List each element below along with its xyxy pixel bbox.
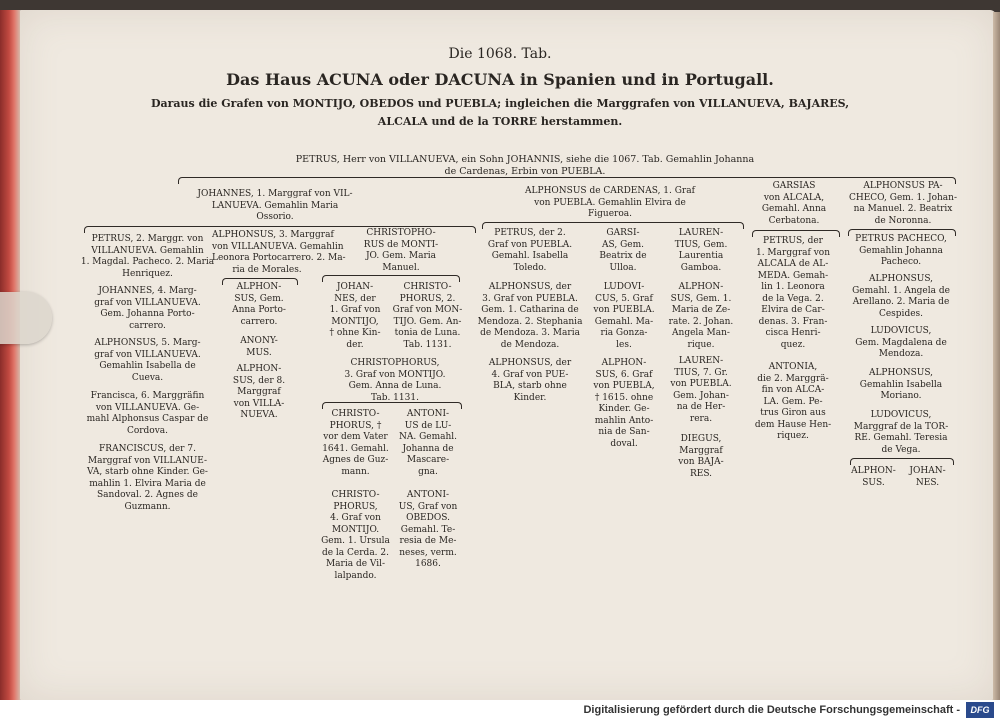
- col-b-0: ALPHONSUS, 3. Marggraf von VILLANUEVA. Gemahlin Leonora Portocarrero. 2. ria de Morales.: [212, 230, 344, 275]
- col-c-2: CHRISTO- PHORUS, 2. Graf von MON- TIJO. Gem. An- tonia de Luna. Tab. 1131.: [392, 282, 463, 350]
- col-g-0: PETRUS, der 1. Marggraf von ALCALA de AL- MEDA. Gemah- lin 1. Leonora de la Vega. 2. Elvira de Car- denas. 3. Fran- cisca Henri- quez.: [755, 236, 830, 350]
- col-a-0: PETRUS, 2. Marggr. von VILLANUEVA. Gemahlin 1. Magdal. Pacheco. 2. Maria Henriquez.: [80, 234, 215, 279]
- col-a-2: ALPHONSUS, 5. Marg- graf von VILLANUEVA. Gemahlin Isabella de Cueva.: [94, 338, 201, 383]
- gen1-alphonsus-pacheco: ALPHONSUS PA- CHECO, Gem. 1. Johan- na Manuel. 2. Beatrix de Noronna.: [848, 181, 957, 226]
- col-h-2: LUDOVICUS, Gem. Magdalena de Mendoza.: [855, 326, 947, 359]
- book-spine: [0, 10, 20, 700]
- page-subtitle-2: ALCALA und de la TORRE herstammen.: [377, 115, 623, 128]
- col-h-3: ALPHONSUS, Gemahlin Isabella Moriano.: [859, 368, 943, 401]
- col-b-3: ALPHON- SUS, der 8. Marggraf von VILLA- NUEVA.: [232, 364, 286, 420]
- col-a-4: FRANCISCUS, der 7. Marggraf von VILLANUE- VA, starb ohne Kinder. Ge- mahlin 1. Elvira Maria de Sandoval. 2. Agnes de Guzmann.: [87, 444, 208, 512]
- gen1-johannes: JOHANNES, 1. Marggraf von VIL- LANUEVA. Gemahlin Maria Ossorio.: [197, 189, 353, 222]
- col-d-2: ALPHONSUS, der 4. Graf von PUE- BLA, starb ohne Kinder.: [488, 358, 572, 403]
- dfg-logo: DFG: [966, 702, 994, 718]
- col-f-1: ALPHON- SUS, Gem. 1. Maria de Ze- rate. 2. Johan. Angela Man- rique.: [668, 282, 734, 350]
- col-c-3: CHRISTOPHORUS, 3. Graf von MONTIJO. Gem. Anna de Luna. Tab. 1131.: [344, 358, 446, 403]
- gen1-alphonsus-cardenas: ALPHONSUS de CARDENAS, 1. Graf von PUEBLA. Gemahlin Elvira de Figueroa.: [525, 186, 695, 219]
- col-e-0: GARSI- AS, Gem. Beatrix de Ulloa.: [599, 228, 647, 273]
- col-c-5: ANTONI- US de LU- NA. Gemahl. Johanna de Mascare- gna.: [398, 409, 458, 477]
- col-h-5: ALPHON- SUS.: [851, 466, 896, 488]
- col-f-2: LAUREN- TIUS, 7. Gr. von PUEBLA. Gem. Johan- na de Her- rera.: [670, 356, 732, 424]
- page-tab-marker: [0, 292, 52, 344]
- col-h-1: ALPHONSUS, Gemahl. 1. Angela de Arellano. 2. Maria de Cespides.: [852, 274, 950, 319]
- col-c-0: CHRISTOPHO- RUS de MONTI- JO. Gem. Maria Manuel.: [363, 228, 439, 273]
- root-line-2: de Cardenas, Erbin von PUEBLA.: [444, 166, 606, 177]
- col-b-1: ALPHON- SUS, Gem. Anna Porto- carrero.: [232, 282, 286, 327]
- footer-credit: Digitalisierung gefördert durch die Deutsche Forschungsgemeinschaft -: [583, 704, 960, 716]
- col-e-2: ALPHON- SUS, 6. Graf von PUEBLA, † 1615. ohne Kinder. Ge- mahlin Anto- nia de San- doval.: [593, 358, 655, 449]
- col-b-2: ANONY- MUS.: [240, 336, 278, 358]
- brace-col-c: [322, 275, 460, 282]
- brace-col-h: [850, 458, 954, 465]
- root-line-1: PETRUS, Herr von VILLANUEVA, ein Sohn JOHANNIS, siehe die 1067. Tab. Gemahlin Johanna: [295, 154, 755, 165]
- col-a-3: Francisca, 6. Marggräfin von VILLANUEVA. Ge- mahl Alphonsus Caspar de Cordova.: [86, 391, 209, 436]
- col-h-6: JOHAN- NES.: [909, 466, 946, 488]
- page-subtitle-1: Daraus die Grafen von MONTIJO, OBEDOS und PUEBLA; ingleichen die Marggrafen von VILLANUEVA, BAJARES,: [150, 97, 850, 110]
- col-d-0: PETRUS, der 2. Graf von PUEBLA. Gemahl. Isabella Toledo.: [487, 228, 573, 273]
- col-a-1: JOHANNES, 4. Marg- graf von VILLANUEVA. Gem. Johanna Porto- carrero.: [94, 286, 201, 331]
- col-g-1: ANTONIA, die 2. Marggrä- fin von ALCA- LA. Gem. Pe- trus Giron aus dem Hause Hen- riquez.: [754, 362, 832, 441]
- col-c-6: CHRISTO- PHORUS, 4. Graf von MONTIJO. Gem. 1. Ursula de la Cerda. 2. Maria de Vil- lalpando.: [321, 490, 390, 581]
- col-f-3: DIEGUS, Marggraf von BAJA- RES.: [678, 434, 724, 479]
- col-h-4: LUDOVICUS, Marggraf de la TOR- RE. Gemahl. Teresia de Vega.: [853, 410, 949, 455]
- col-d-1: ALPHONSUS, der 3. Graf von PUEBLA. Gem. 1. Catharina de Mendoza. 2. Stephania de Mendoza. 3. Maria de Mendoza.: [477, 282, 583, 350]
- col-c-1: JOHAN- NES, der 1. Graf von MONTIJO, † ohne Kin- der.: [329, 282, 381, 350]
- brace-col-c-lower: [322, 402, 462, 409]
- col-c-7: ANTONI- US, Graf von OBEDOS. Gemahl. Te- resia de Me- neses, verm. 1686.: [398, 490, 458, 569]
- col-e-1: LUDOVI- CUS, 5. Graf von PUEBLA. Gemahl. Ma- ria Gonza- les.: [593, 282, 655, 350]
- brace-root: [178, 177, 956, 184]
- col-f-0: LAUREN- TIUS, Gem. Laurentia Gamboa.: [674, 228, 728, 273]
- gen1-garsias: GARSIAS von ALCALA, Gemahl. Anna Cerbatona.: [761, 181, 827, 226]
- page-title: Das Haus ACUNA oder DACUNA in Spanien und in Portugall.: [226, 70, 774, 89]
- col-h-0: PETRUS PACHECO, Gemahlin Johanna Pacheco.: [855, 234, 947, 267]
- tab-number: Die 1068. Tab.: [448, 46, 552, 62]
- col-c-4: CHRISTO- PHORUS, † vor dem Vater 1641. Gemahl. Agnes de Guz- mann.: [322, 409, 389, 477]
